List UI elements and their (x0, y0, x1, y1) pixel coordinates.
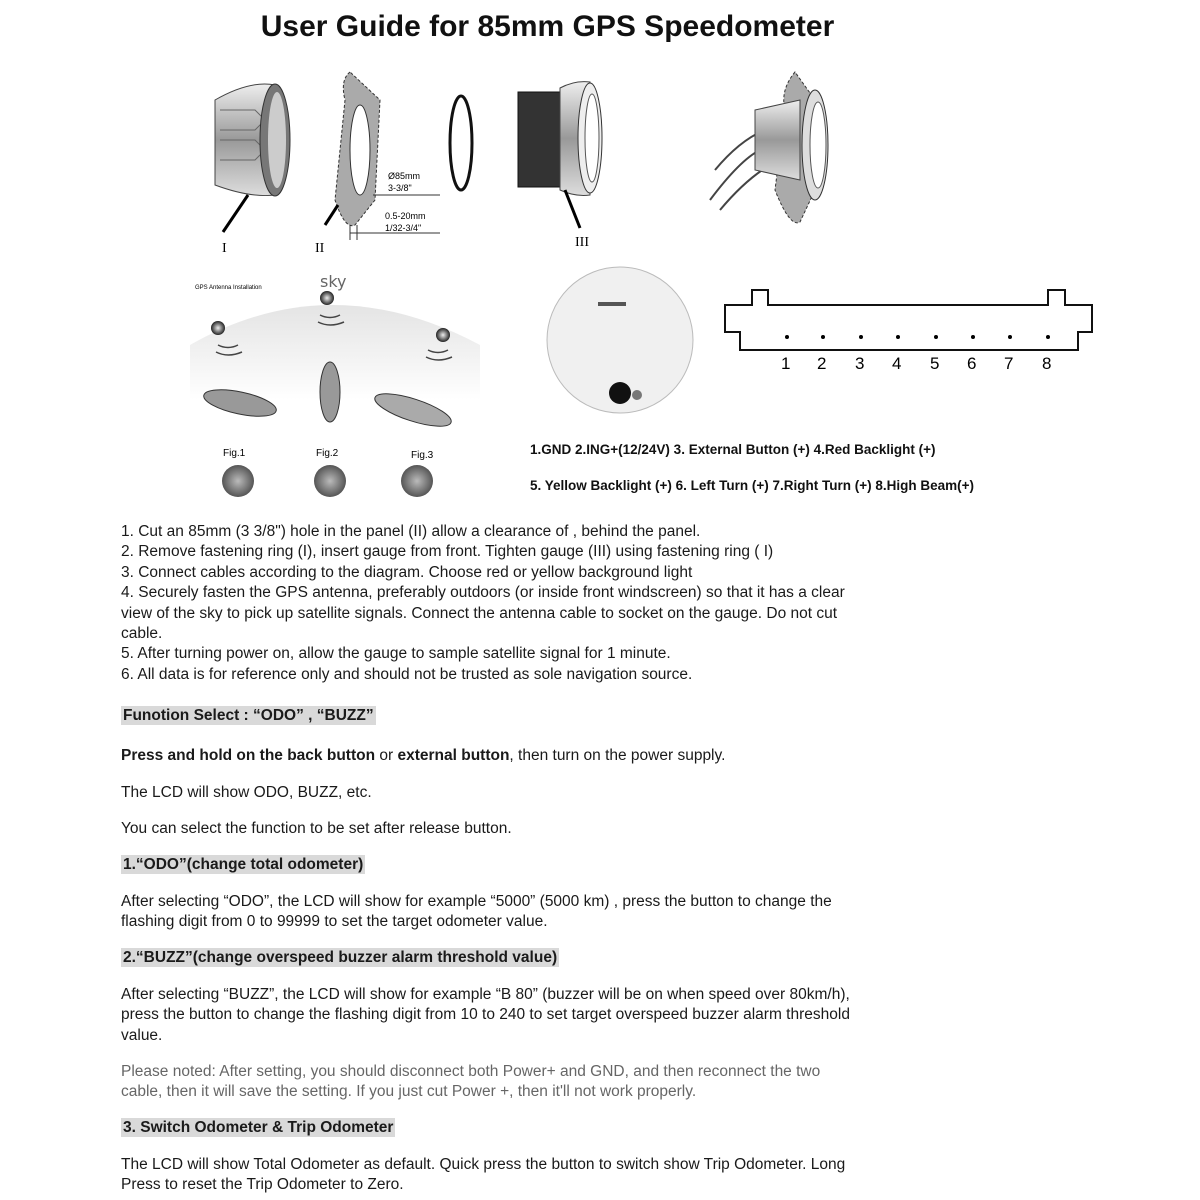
part-label-2: II (315, 241, 325, 256)
trip-text (121, 1155, 845, 1196)
pin-number: 8 (1042, 354, 1052, 373)
pin-number: 1 (781, 354, 791, 373)
pin-number: 2 (817, 354, 827, 373)
lcd-show-text: The LCD will show ODO, BUZZ, etc. (121, 784, 372, 801)
step-line: view of the sky to pick up satellite signals. Connect the antenna cable to socket on the gauge. Do not cut (121, 604, 838, 622)
installation-diagram (0, 0, 1200, 510)
odo-heading: 1.“ODO”(change total odometer) (123, 856, 364, 873)
part-label-1: I (222, 241, 227, 256)
gauge-body-illustration (518, 82, 602, 228)
step-line: 4. Securely fasten the GPS antenna, preferably outdoors (or inside front windscreen) so that it has a clear (121, 584, 845, 602)
fastening-ring-illustration (215, 84, 290, 232)
buzz-line: value. (121, 1026, 163, 1044)
o-ring-illustration (450, 96, 472, 190)
hole-diameter-inch-label: 3-3/8" (388, 183, 412, 193)
trip-heading: 3. Switch Odometer & Trip Odometer (123, 1119, 394, 1136)
buzz-text (121, 985, 850, 1046)
connector-diagram (725, 290, 1092, 350)
odo-line: flashing digit from 0 to 99999 to set the target odometer value. (121, 913, 548, 931)
assembled-gauge-illustration (710, 72, 828, 223)
gps-antenna-installation-illustration (190, 291, 480, 497)
pin-number: 5 (930, 354, 940, 373)
step-line: 3. Connect cables according to the diagram. Choose red or yellow background light (121, 563, 693, 581)
page-title: User Guide for 85mm GPS Speedometer (260, 10, 835, 43)
connector-pins (781, 335, 1051, 373)
function-select-heading: Funotion Select : “ODO” , “BUZZ” (123, 707, 374, 724)
press-hold-instruction (121, 746, 725, 766)
pin-number: 4 (892, 354, 902, 373)
trip-line: Press to reset the Trip Odometer to Zero. (121, 1176, 404, 1194)
step-line: cable. (121, 625, 163, 643)
fig-1-label: Fig.1 (223, 448, 246, 459)
note-line: cable, then it will save the setting. If you just cut Power +, then it'll not work properly. (121, 1083, 697, 1101)
fig-3-label: Fig.3 (411, 450, 434, 461)
trip-line: The LCD will show Total Odometer as default. Quick press the button to switch show Trip Odometer. Long (121, 1156, 846, 1173)
press-end: , then turn on the power supply. (509, 747, 726, 764)
fig-2-label: Fig.2 (316, 448, 339, 459)
pin-number: 7 (1004, 354, 1014, 373)
step-line: 2. Remove fastening ring (I), insert gauge from front. Tighten gauge (III) using fastening ring ( I) (121, 543, 774, 561)
sky-label: sky (320, 272, 347, 291)
installation-steps (121, 522, 845, 685)
panel-thickness-inch-label: 1/32-3/4" (385, 223, 422, 233)
press-mid: or (375, 747, 398, 764)
odo-line: After selecting “ODO”, the LCD will show for example “5000” (5000 km) , press the button to change the (121, 893, 832, 910)
panel-thickness-label: 0.5-20mm (385, 211, 426, 221)
part-label-3: III (575, 235, 589, 250)
gps-caption: GPS Antenna Installation (195, 285, 262, 291)
buzz-line: press the button to change the flashing digit from 10 to 240 to set target overspeed buzzer alarm threshold (121, 1006, 850, 1024)
buzz-line: After selecting “BUZZ”, the LCD will show for example “B 80” (buzzer will be on when speed over 80km/h), (121, 986, 850, 1003)
buzz-heading: 2.“BUZZ”(change overspeed buzzer alarm threshold value) (123, 949, 558, 966)
gauge-back-illustration (547, 267, 693, 413)
step-line: 6. All data is for reference only and should not be trusted as sole navigation source. (121, 665, 693, 683)
note-line: Please noted: After setting, you should disconnect both Power+ and GND, and then reconnect the two (121, 1063, 821, 1080)
buzz-note (121, 1062, 820, 1103)
pin-number: 6 (967, 354, 977, 373)
hole-diameter-label: Ø85mm (388, 171, 421, 181)
press-bold-2: external button (397, 747, 510, 764)
select-after-text: You can select the function to be set after release button. (121, 820, 512, 837)
wiring-legend-line-2: 5. Yellow Backlight (+) 6. Left Turn (+) 7.Right Turn (+) 8.High Beam(+) (530, 478, 975, 493)
step-line: 5. After turning power on, allow the gauge to sample satellite signal for 1 minute. (121, 645, 671, 663)
step-line: 1. Cut an 85mm (3 3/8") hole in the panel (II) allow a clearance of , behind the panel. (121, 523, 701, 540)
odo-text (121, 892, 832, 933)
press-bold-1: Press and hold on the back button (121, 747, 376, 764)
pin-number: 3 (855, 354, 865, 373)
wiring-legend-line-1: 1.GND 2.ING+(12/24V) 3. External Button (+) 4.Red Backlight (+) (530, 442, 936, 457)
